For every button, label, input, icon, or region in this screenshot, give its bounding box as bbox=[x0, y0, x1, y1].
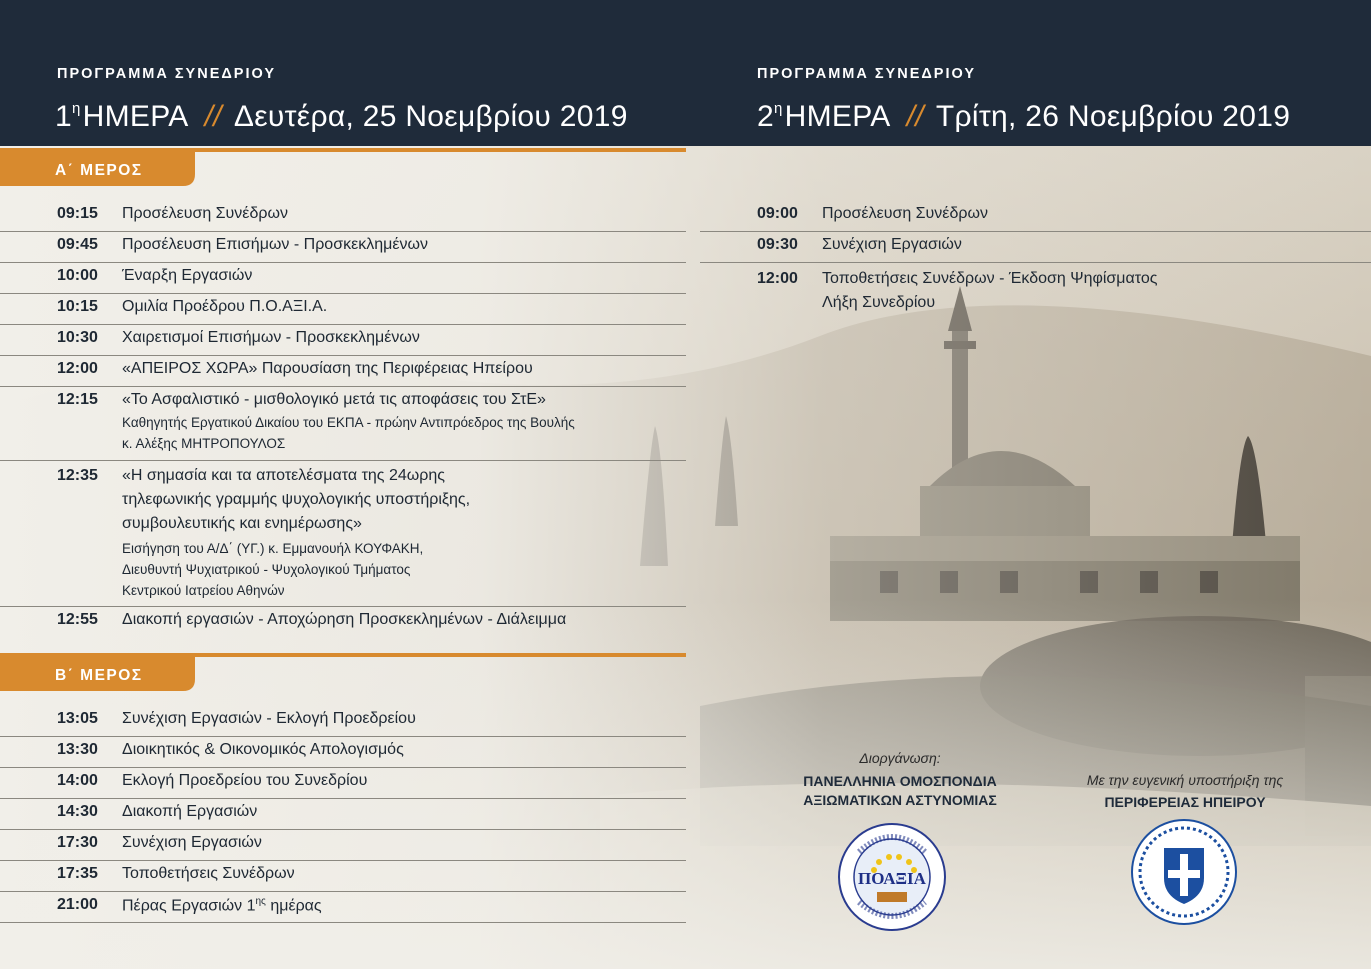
day2-separator: // bbox=[906, 100, 924, 133]
schedule-row bbox=[0, 355, 686, 387]
row-title-ordinal: ης bbox=[255, 896, 266, 907]
schedule-row bbox=[700, 200, 1371, 232]
row-speaker-line: Διευθυντή Ψυχιατρικού - Ψυχολογικού Τμήματος bbox=[122, 562, 411, 577]
row-title: «ΑΠΕΙΡΟΣ ΧΩΡΑ» Παρουσίαση της Περιφέρειας Ηπείρου bbox=[122, 360, 533, 377]
row-speaker-line: Εισήγηση του Α/Δ΄ (ΥΓ.) κ. Εμμανουήλ ΚΟΥΦΑΚΗ, bbox=[122, 541, 424, 556]
schedule-row bbox=[0, 736, 686, 768]
row-time: 10:00 bbox=[57, 267, 98, 284]
row-time: 12:55 bbox=[57, 611, 98, 628]
row-time: 13:05 bbox=[57, 710, 98, 727]
row-title-line3: συμβουλευτικής και ενημέρωσης» bbox=[122, 515, 362, 532]
row-time: 17:30 bbox=[57, 834, 98, 851]
row-title: «Η σημασία και τα αποτελέσματα της 24ωρης bbox=[122, 467, 445, 484]
schedule-row bbox=[0, 829, 686, 861]
schedule-row bbox=[0, 798, 686, 830]
day1-date: Δευτέρα, 25 Νοεμβρίου 2019 bbox=[233, 100, 628, 133]
row-speaker-line: κ. Αλέξης ΜΗΤΡΟΠΟΥΛΟΣ bbox=[122, 436, 286, 451]
schedule-row bbox=[0, 262, 686, 294]
schedule-row bbox=[700, 262, 1371, 320]
row-title: Προσέλευση Επισήμων - Προσκεκλημένων bbox=[122, 236, 428, 253]
poaxia-logo-text: ΠΟΑΞΙΑ bbox=[858, 869, 926, 888]
row-time: 10:15 bbox=[57, 298, 98, 315]
greek-coat-of-arms-icon bbox=[1130, 818, 1238, 926]
row-title: Διακοπή Εργασιών bbox=[122, 803, 258, 820]
kicker-day2: ΠΡΟΓΡΑΜΜΑ ΣΥΝΕΔΡΙΟΥ bbox=[757, 66, 977, 82]
organizer-name-line2: ΑΞΙΩΜΑΤΙΚΩΝ ΑΣΤΥΝΟΜΙΑΣ bbox=[803, 792, 997, 808]
schedule-row bbox=[700, 231, 1371, 263]
row-title bbox=[122, 896, 322, 915]
row-time: 17:35 bbox=[57, 865, 98, 882]
row-speaker-line: Καθηγητής Εργατικού Δικαίου του ΕΚΠΑ - πρώην Αντιπρόεδρος της Βουλής bbox=[122, 415, 575, 430]
row-title-text: Πέρας Εργασιών 1 bbox=[122, 897, 256, 915]
row-title: Ομιλία Προέδρου Π.Ο.ΑΞΙ.Α. bbox=[122, 298, 328, 315]
organizer-label: Διοργάνωση: bbox=[859, 750, 941, 766]
day1-number: 1 bbox=[55, 100, 72, 133]
row-title: Συνέχιση Εργασιών - Εκλογή Προεδρείου bbox=[122, 710, 416, 727]
day1-ordinal: η bbox=[72, 100, 81, 117]
sponsor-label: Με την ευγενική υποστήριξη της bbox=[1086, 772, 1284, 788]
row-time: 14:00 bbox=[57, 772, 98, 789]
row-time: 12:00 bbox=[757, 270, 798, 287]
row-time: 09:45 bbox=[57, 236, 98, 253]
day1-separator: // bbox=[204, 100, 222, 133]
row-time: 13:30 bbox=[57, 741, 98, 758]
row-time: 12:35 bbox=[57, 467, 98, 484]
row-title: Προσέλευση Συνέδρων bbox=[822, 205, 988, 222]
day2-ordinal: η bbox=[774, 100, 783, 117]
row-time: 14:30 bbox=[57, 803, 98, 820]
schedule-row bbox=[0, 705, 686, 737]
day1-word: ΗΜΕΡΑ bbox=[82, 100, 189, 133]
schedule-row bbox=[0, 767, 686, 799]
row-title: Συνέχιση Εργασιών bbox=[122, 834, 262, 851]
row-title: Συνέχιση Εργασιών bbox=[822, 236, 962, 253]
sponsor-name: ΠΕΡΙΦΕΡΕΙΑΣ ΗΠΕΙΡΟΥ bbox=[1104, 794, 1266, 810]
row-time: 09:30 bbox=[757, 236, 798, 253]
poaxia-logo bbox=[837, 822, 947, 932]
schedule-row bbox=[0, 891, 686, 923]
day2-heading bbox=[757, 100, 1290, 134]
row-speaker-line: Κεντρικού Ιατρείου Αθηνών bbox=[122, 583, 285, 598]
row-title: Χαιρετισμοί Επισήμων - Προσκεκλημένων bbox=[122, 329, 420, 346]
schedule-row bbox=[0, 293, 686, 325]
row-title: «Το Ασφαλιστικό - μισθολογικό μετά τις αποφάσεις του ΣτΕ» bbox=[122, 391, 546, 408]
row-title: Διακοπή εργασιών - Αποχώρηση Προσκεκλημένων - Διάλειμμα bbox=[122, 611, 567, 628]
day2-number: 2 bbox=[757, 100, 774, 133]
row-time: 12:15 bbox=[57, 391, 98, 408]
row-title: Τοποθετήσεις Συνέδρων bbox=[122, 865, 295, 882]
day2-date: Τρίτη, 26 Νοεμβρίου 2019 bbox=[935, 100, 1291, 133]
row-time: 12:00 bbox=[57, 360, 98, 377]
schedule-row bbox=[0, 460, 686, 607]
kicker-day1: ΠΡΟΓΡΑΜΜΑ ΣΥΝΕΔΡΙΟΥ bbox=[57, 66, 277, 82]
schedule-row bbox=[0, 231, 686, 263]
schedule-row bbox=[0, 860, 686, 892]
row-title: Προσέλευση Συνέδρων bbox=[122, 205, 288, 222]
row-title-tail: ημέρας bbox=[265, 897, 322, 915]
day1-heading bbox=[55, 100, 628, 134]
row-title-line2: τηλεφωνικής γραμμής ψυχολογικής υποστήριξης, bbox=[122, 491, 471, 508]
section-a-label: Α΄ ΜΕΡΟΣ bbox=[55, 162, 143, 179]
schedule-row bbox=[0, 324, 686, 356]
row-time: 21:00 bbox=[57, 896, 98, 913]
row-time: 09:00 bbox=[757, 205, 798, 222]
row-title: Εκλογή Προεδρείου του Συνεδρίου bbox=[122, 772, 368, 789]
row-title: Τοποθετήσεις Συνέδρων - Έκδοση Ψηφίσματος bbox=[822, 270, 1158, 287]
schedule-row bbox=[0, 200, 686, 232]
section-b-label: Β΄ ΜΕΡΟΣ bbox=[55, 667, 143, 684]
row-time: 10:30 bbox=[57, 329, 98, 346]
row-title: Έναρξη Εργασιών bbox=[122, 267, 253, 284]
schedule-row bbox=[0, 386, 686, 461]
row-title-line2: Λήξη Συνεδρίου bbox=[822, 294, 936, 311]
row-title: Διοικητικός & Οικονομικός Απολογισμός bbox=[122, 741, 404, 758]
day2-word: ΗΜΕΡΑ bbox=[784, 100, 891, 133]
organizer-name-line1: ΠΑΝΕΛΛΗΝΙΑ ΟΜΟΣΠΟΝΔΙΑ bbox=[803, 773, 997, 789]
schedule-row bbox=[0, 606, 686, 638]
row-time: 09:15 bbox=[57, 205, 98, 222]
